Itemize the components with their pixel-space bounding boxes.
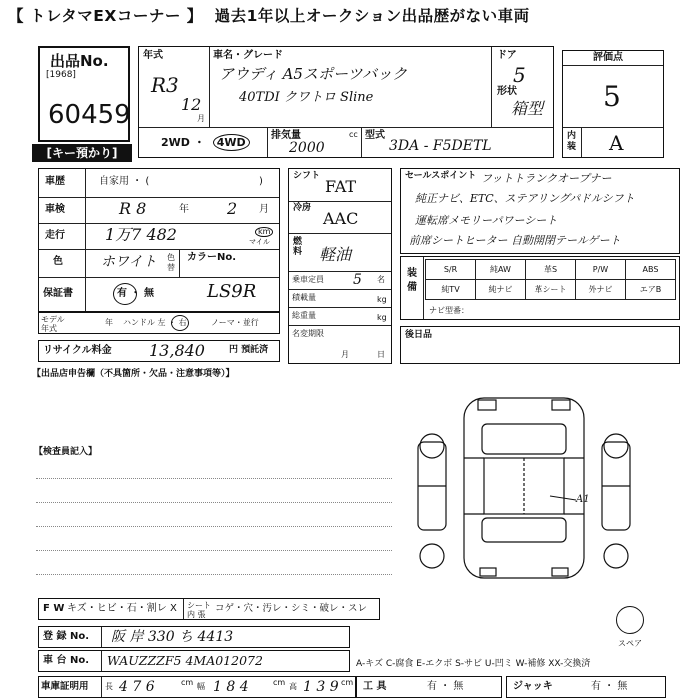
warranty-value: 有 ・ 無 — [117, 288, 154, 299]
sales-points-box — [400, 168, 680, 254]
inspection-month-value: 2 — [227, 199, 238, 218]
equipment-item: 外ナビ — [575, 279, 626, 300]
drive-select: 2WD ・ 4WD — [161, 137, 250, 148]
lot-box — [38, 46, 130, 142]
ac-label: 冷房 — [293, 203, 312, 213]
lot-title: 出品No. — [50, 52, 109, 70]
equipment-grid — [425, 259, 679, 299]
displacement-unit: cc — [349, 130, 358, 139]
fw-row — [38, 598, 380, 620]
cert-width: 1 8 4 — [213, 679, 249, 695]
color-change-label: 色替 — [167, 253, 175, 272]
equipment-box — [400, 256, 680, 320]
ac-value: AAC — [323, 209, 359, 228]
equipment-item: P/W — [575, 259, 626, 280]
history-close: ) — [259, 176, 263, 187]
inspection-label: 車検 — [45, 204, 65, 215]
equipment-item: エアB — [625, 279, 676, 300]
equipment-item: 純AW — [475, 259, 526, 280]
shift-table — [288, 168, 392, 364]
garage-cert-row — [38, 676, 356, 698]
model-year-label: モデル年式 — [41, 315, 65, 333]
mileage-unit-km: km — [255, 227, 273, 237]
chassis-label: 車 台 No. — [43, 655, 90, 666]
model-line2: 40TDI クワトロ Sline — [239, 90, 374, 105]
equipment-item: ABS — [625, 259, 676, 280]
model-year-year: 年 — [105, 318, 113, 327]
color-label: 色 — [53, 256, 63, 267]
mileage-value: 1万7 482 — [105, 225, 177, 244]
header-bar — [8, 4, 692, 30]
recycle-label: リサイクル料金 — [43, 345, 112, 356]
handle-label: ハンドル 左 ・ 右 — [123, 318, 187, 327]
after-sale-label: 後日品 — [405, 330, 433, 340]
after-sale-box — [400, 326, 680, 364]
equipment-item: 純ナビ — [475, 279, 526, 300]
fuel-label: 燃料 — [293, 237, 303, 257]
jack-value: 有 ・ 無 — [591, 681, 628, 692]
jack-row — [506, 676, 666, 698]
damage-mark: A1 — [576, 494, 590, 505]
equipment-item: 革S — [525, 259, 576, 280]
type-value: 3DA - F5DETL — [389, 138, 492, 154]
gear-label: ノーマ・並行 — [211, 318, 259, 327]
sales-points-line1: フットトランクオープナー — [481, 172, 612, 185]
inspection-value: R 8 — [119, 199, 147, 218]
mileage-unit-mile: マイル — [249, 238, 270, 246]
fuel-value: 軽油 — [319, 245, 352, 264]
equipment-label: 装 備 — [407, 268, 417, 293]
score-label: 評価点 — [593, 52, 623, 63]
cert-height: 1 3 9 — [303, 679, 339, 695]
capacity-label: 乗車定員 — [292, 275, 324, 284]
cert-len: 4 7 6 — [119, 679, 155, 695]
key-badge: [キー預かり] — [32, 144, 132, 162]
navi-label: ナビ型番： — [429, 306, 469, 315]
cert-height-label: 高 — [289, 682, 297, 691]
gross-label: 総重量 — [292, 311, 316, 320]
type-label: 型式 — [365, 130, 385, 141]
handle-circle — [171, 315, 189, 331]
gross-unit: kg — [377, 313, 387, 322]
history-label: 車歴 — [45, 176, 65, 187]
declaration-label: 【出品店申告欄（不具箇所・欠品・注意事項等）】 — [32, 369, 235, 379]
lot-code: [1968] — [46, 70, 76, 80]
jack-label: ジャッキ — [513, 681, 553, 692]
history-value: 自家用 ・ ( — [99, 176, 150, 187]
recycle-unit: 円 預託済 — [229, 345, 269, 355]
load-unit: kg — [377, 295, 387, 304]
color-no-label: カラーNo. — [187, 252, 237, 263]
month-unit: 月 — [197, 114, 205, 123]
chassis-value: WAUZZZF5 4MA012072 — [107, 653, 263, 668]
score-box — [562, 50, 664, 158]
cert-width-label: 幅 — [197, 682, 205, 691]
inspection-month: 月 — [259, 204, 269, 215]
reg-value: 阪 岸 330 ち 4413 — [111, 629, 234, 645]
tool-label: 工 具 — [363, 681, 387, 692]
shift-label: シフト — [293, 171, 321, 181]
equipment-item: 革シート — [525, 279, 576, 300]
change-month: 月 — [341, 350, 349, 359]
score-value: 5 — [603, 80, 621, 113]
sales-points-line2: 純正ナビ、ETC、ステアリングパドルシフト — [415, 192, 635, 205]
displacement-value: 2000 — [289, 140, 325, 156]
mileage-label: 走行 — [45, 230, 65, 241]
model-line1: アウディ A5スポーツバック — [219, 65, 408, 83]
header-left: 【 トレタマEXコーナー 】 — [8, 7, 203, 25]
shape-value: 箱型 — [511, 99, 544, 118]
cert-len-label: 長 — [105, 682, 113, 691]
header-right: 過去1年以上オークション出品歴がない車両 — [214, 7, 530, 25]
color-value: ホワイト — [101, 254, 157, 270]
cert-label: 車庫証明用 — [41, 681, 89, 692]
chassis-row — [38, 650, 350, 672]
inspection-year: 年 — [179, 204, 189, 215]
warranty-label: 保証書 — [43, 288, 73, 299]
year-value: R3 — [151, 73, 179, 97]
seat-text: コゲ・穴・汚レ・シミ・破レ・スレ — [215, 603, 368, 614]
door-value: 5 — [513, 63, 526, 87]
damage-legend: A-キズ C-腐食 E-エクボ S-サビ U-凹ミ W-補修 XX-交換済 — [356, 659, 591, 669]
cert-cm-3: cm — [341, 678, 354, 687]
model-year-row — [38, 312, 280, 334]
interior-value: A — [609, 131, 624, 155]
recycle-value: 13,840 — [149, 341, 205, 360]
door-label: ドア — [497, 50, 517, 61]
reg-label: 登 録 No. — [43, 631, 90, 642]
sales-points-line4: 前席シートヒーター 自動開閉テールゲート — [409, 234, 621, 247]
change-day: 日 — [377, 350, 385, 359]
tool-value: 有 ・ 無 — [427, 681, 464, 692]
sales-points-label: セールスポイント — [405, 171, 477, 181]
details-table — [38, 168, 280, 312]
lot-number: 60459 — [48, 100, 131, 130]
recycle-row — [38, 340, 280, 362]
cert-cm-1: cm — [181, 678, 194, 687]
month-value: 12 — [181, 95, 202, 114]
shape-label: 形状 — [497, 86, 517, 97]
fw-text: キズ・ヒビ・石・割レ X — [67, 603, 177, 614]
year-label: 年式 — [143, 50, 163, 61]
cert-cm-2: cm — [273, 678, 286, 687]
sales-points-line3: 運転席メモリーパワーシート — [415, 214, 558, 227]
registration-row — [38, 626, 350, 648]
seat-label: シート 内 張 — [187, 601, 211, 619]
spare-icon — [616, 606, 644, 634]
capacity-value: 5 — [353, 272, 362, 288]
change-label: 名変期限 — [292, 329, 324, 338]
model-label: 車名・グレード — [213, 50, 283, 61]
load-label: 積載量 — [292, 293, 316, 302]
info-grid — [138, 46, 554, 158]
warranty-circle — [113, 283, 137, 305]
shift-value: FAT — [325, 177, 357, 196]
tool-row — [356, 676, 502, 698]
drive-4wd: 4WD — [213, 134, 250, 151]
inspector-label: 【検査員記入】 — [34, 447, 98, 457]
fw-label: F W — [43, 603, 65, 614]
interior-label: 内 装 — [567, 131, 577, 152]
spare-label: スペア — [618, 639, 642, 648]
color-no-value: LS9R — [207, 281, 257, 302]
displacement-label: 排気量 — [271, 130, 301, 141]
capacity-unit: 名 — [377, 275, 385, 284]
car-diagram — [400, 388, 650, 598]
equipment-item: 純TV — [425, 279, 476, 300]
equipment-item: S/R — [425, 259, 476, 280]
